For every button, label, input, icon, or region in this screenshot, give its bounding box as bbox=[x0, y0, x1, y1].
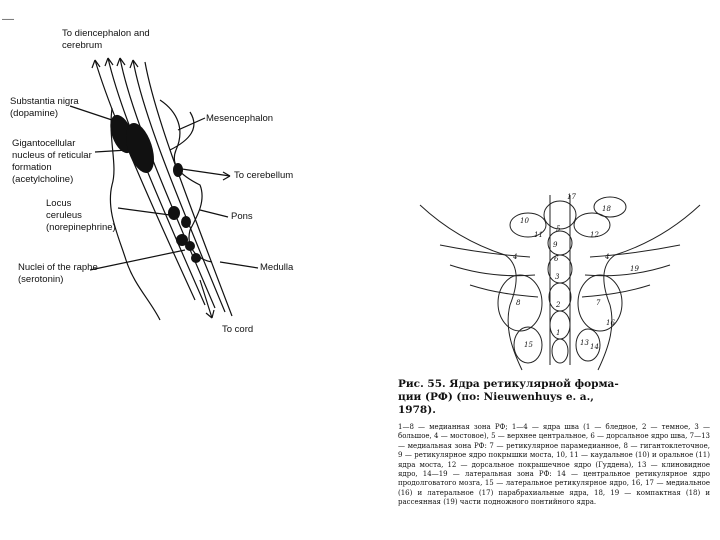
label-gigantocellular: Gigantocellular nucleus of reticular formation (acetylcholine) bbox=[12, 138, 92, 185]
region-number: 13 bbox=[580, 339, 589, 347]
reticular-formation-figure bbox=[410, 185, 710, 375]
region-number: 5 bbox=[556, 225, 561, 233]
region-number: 12 bbox=[590, 231, 599, 239]
region-number: 15 bbox=[524, 341, 533, 349]
region-number: 4 bbox=[605, 253, 610, 261]
region-number: 17 bbox=[567, 193, 576, 201]
region-number: 6 bbox=[554, 255, 559, 263]
region-number: 10 bbox=[520, 217, 529, 225]
region-number: 2 bbox=[556, 301, 561, 309]
region-number: 19 bbox=[630, 265, 639, 273]
label-cord: To cord bbox=[222, 324, 254, 335]
region-number: 16 bbox=[606, 319, 615, 327]
label-raphe-nuclei: Nuclei of the raphe (serotonin) bbox=[18, 262, 98, 285]
region-number: 1 bbox=[556, 329, 561, 337]
caption-title: Рис. 55. Ядра ретикулярной форма- ции (РФ) (по: Nieuwenhuys е. а., 1978). bbox=[398, 378, 619, 416]
region-number: 4 bbox=[513, 253, 518, 261]
label-cerebellum: To cerebellum bbox=[234, 170, 294, 181]
region-number: 14 bbox=[590, 343, 599, 351]
label-top-destination: To diencephalon and cerebrum bbox=[62, 28, 150, 51]
label-locus-ceruleus: Locus ceruleus (norepinephrine) bbox=[46, 198, 116, 233]
region-number: 11 bbox=[534, 231, 543, 239]
label-medulla: Medulla bbox=[260, 262, 294, 273]
region-number: 7 bbox=[596, 299, 601, 307]
region-number: 9 bbox=[553, 241, 558, 249]
label-mesencephalon: Mesencephalon bbox=[206, 113, 274, 124]
label-pons: Pons bbox=[231, 211, 253, 222]
caption-body: 1—8 — медианная зона РФ; 1—4 — ядра шва (1 — бледное, 2 — темное, 3 — большое, 4 — мостовое), 5 — верхнее центральное, 6 — дорсальное ядро шва, 7—13 — медиальная зона РФ: 7 — ретикулярное парамедианное, 8 — гигантоклеточное, 9 — ретикулярное ядро покрышки моста, 10, 11 — каудальное (10) и оральное (11) ядра моста, 12 — дорсальное покрышечное ядро (Гуддена), 13 — клиновидное ядро, 14—19 — латеральная зона РФ: 14 — центральное ретикулярное ядро продолговатого мозга, 15 — латеральное ретикулярное ядро, 16, 17 — медиальное (16) и латеральное (17) парабрахиальные ядра, 18, 19 — компактная (18) и рассеянная (19) части подножного понтийного ядра. bbox=[398, 423, 710, 507]
region-number: 8 bbox=[516, 299, 521, 307]
corner-mark: ‒‒ bbox=[2, 14, 15, 25]
label-substantia-nigra: Substantia nigra (dopamine) bbox=[10, 96, 79, 119]
region-number: 3 bbox=[555, 273, 560, 281]
figure-caption bbox=[398, 378, 710, 508]
region-number: 18 bbox=[602, 205, 611, 213]
